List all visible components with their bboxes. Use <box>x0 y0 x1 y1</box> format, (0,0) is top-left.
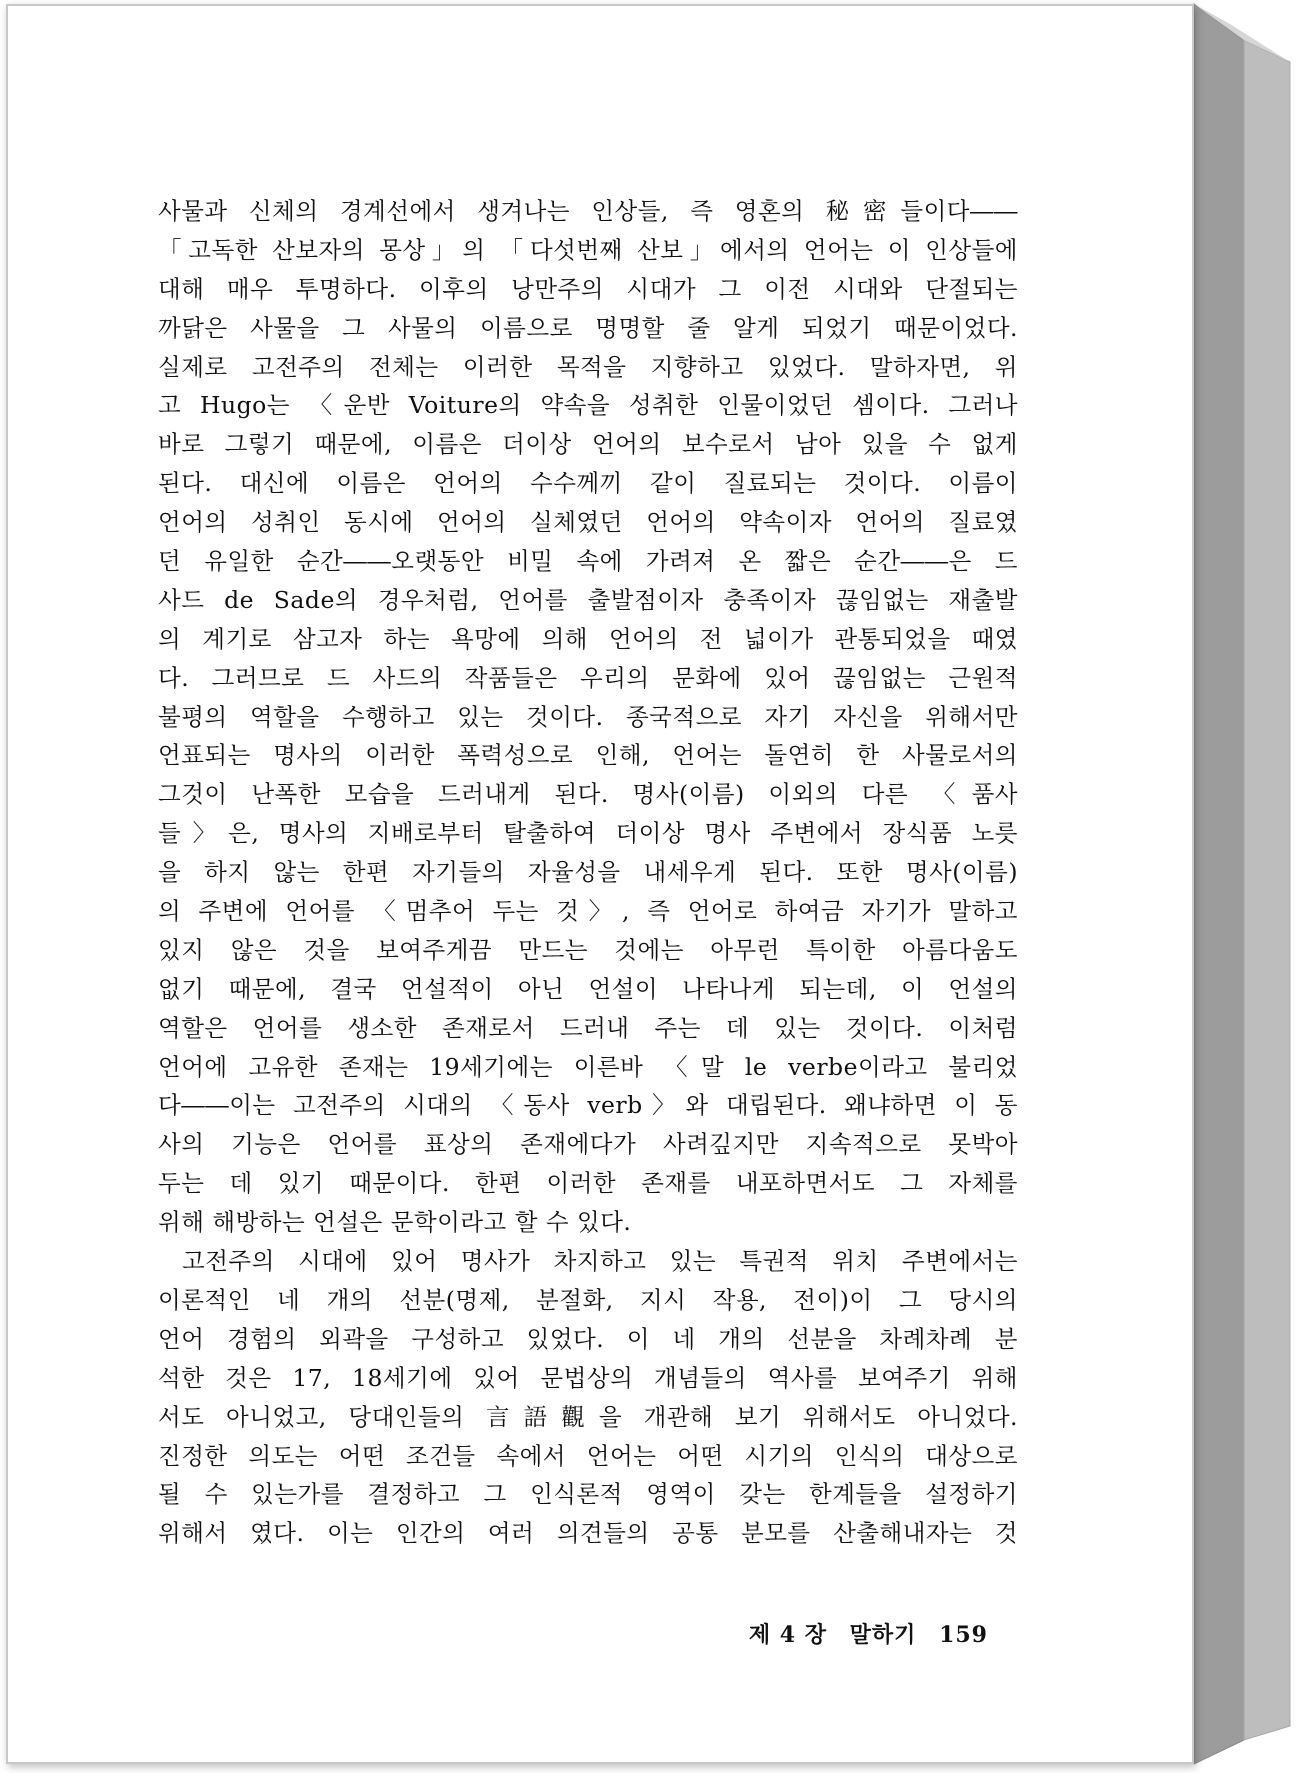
text-line: 던 유일한 순간――오랫동안 비밀 속에 가려져 온 짧은 순간――은 드 <box>158 547 1018 576</box>
text-line: 역할은 언어를 생소한 존재로서 드러내 주는 데 있는 것이다. 이처럼 <box>158 1013 1018 1042</box>
text-line: 진정한 의도는 어떤 조건들 속에서 언어는 어떤 시기의 인식의 대상으로 <box>158 1441 1018 1470</box>
text-line: 대해 매우 투명하다. 이후의 낭만주의 시대가 그 이전 시대와 단절되는 <box>158 274 1018 303</box>
text-line: 위해 해방하는 언설은 문학이라고 할 수 있다. <box>158 1208 632 1237</box>
text-line: 있지 않은 것을 보여주게끔 만드는 것에는 아무런 특이한 아름다움도 <box>158 935 1018 964</box>
text-line: 까닭은 사물을 그 사물의 이름으로 명명할 줄 알게 되었기 때문이었다. <box>158 313 1018 342</box>
text-line: 사의 기능은 언어를 표상의 존재에다가 사려깊지만 지속적으로 못박아 <box>158 1130 1018 1159</box>
text-line: 언어의 성취인 동시에 언어의 실체였던 언어의 약속이자 언어의 질료였 <box>158 508 1018 537</box>
page-footer <box>668 1618 988 1649</box>
footer-chapter: 제 4 장 <box>748 1622 827 1648</box>
text-line: 그것이 난폭한 모습을 드러내게 된다. 명사(이름) 이외의 다른 〈품사 <box>158 780 1018 809</box>
text-line: 을 하지 않는 한편 자기들의 자율성을 내세우게 된다. 또한 명사(이름) <box>158 858 1018 887</box>
text-line: 사물과 신체의 경계선에서 생겨나는 인상들, 즉 영혼의 秘密들이다―― <box>158 197 1018 225</box>
text-line: 의 계기로 삼고자 하는 욕망에 의해 언어의 전 넓이가 관통되었을 때였 <box>158 624 1018 653</box>
text-line: 다. 그러므로 드 사드의 작품들은 우리의 문화에 있어 끊임없는 근원적 <box>158 663 1018 692</box>
text-line: 의 주변에 언어를 〈멈추어 두는 것〉, 즉 언어로 하여금 자기가 말하고 <box>158 897 1018 926</box>
page-number: 159 <box>939 1622 988 1648</box>
text-line: 바로 그렇기 때문에, 이름은 더이상 언어의 보수로서 남아 있을 수 없게 <box>158 430 1018 459</box>
paragraph <box>158 1242 1018 1553</box>
body-text <box>158 192 1018 1553</box>
paragraph <box>158 192 1018 1242</box>
text-line: 사드 de Sade의 경우처럼, 언어를 출발점이자 충족이자 끊임없는 재출발 <box>158 585 1018 614</box>
text-line: 다――이는 고전주의 시대의 〈동사 verb〉와 대립된다. 왜냐하면 이 동 <box>158 1091 1018 1120</box>
footer-title: 말하기 <box>849 1622 917 1648</box>
text-line: 실제로 고전주의 전체는 이러한 목적을 지향하고 있었다. 말하자면, 위 <box>158 352 1018 381</box>
text-line: 두는 데 있기 때문이다. 한편 이러한 존재를 내포하면서도 그 자체를 <box>158 1169 1018 1198</box>
text-line: 고전주의 시대에 있어 명사가 차지하고 있는 특권적 위치 주변에서는 <box>182 1247 1018 1276</box>
text-line: 될 수 있는가를 결정하고 그 인식론적 영역이 갖는 한계들을 설정하기 <box>158 1480 1018 1509</box>
text-line: 언어 경험의 외곽을 구성하고 있었다. 이 네 개의 선분을 차례차례 분 <box>158 1324 1018 1353</box>
text-line: 이론적인 네 개의 선분(명제, 분절화, 지시 작용, 전이)이 그 당시의 <box>158 1285 1018 1314</box>
text-line: 「고독한 산보자의 몽상」의 「다섯번째 산보」에서의 언어는 이 인상들에 <box>158 235 1018 264</box>
text-line: 언표되는 명사의 이러한 폭력성으로 인해, 언어는 돌연히 한 사물로서의 <box>158 741 1018 770</box>
text-line: 서도 아니었고, 당대인들의 言語觀을 개관해 보기 위해서도 아니었다. <box>158 1402 1018 1431</box>
text-line: 고 Hugo는 〈운반 Voiture의 약속을 성취한 인물이었던 셈이다. 그러나 <box>158 391 1018 420</box>
text-line: 위해서 였다. 이는 인간의 여러 의견들의 공통 분모를 산출해내자는 것 <box>158 1519 1018 1548</box>
text-line: 된다. 대신에 이름은 언어의 수수께끼 같이 질료되는 것이다. 이름이 <box>158 469 1018 498</box>
book-page <box>6 4 1194 1764</box>
text-line: 언어에 고유한 존재는 19세기에는 이른바 〈말 le verbe이라고 불리었 <box>158 1052 1018 1081</box>
text-line: 들〉은, 명사의 지배로부터 탈출하여 더이상 명사 주변에서 장식품 노릇 <box>158 819 1018 848</box>
text-line: 석한 것은 17, 18세기에 있어 문법상의 개념들의 역사를 보여주기 위해 <box>158 1363 1018 1392</box>
text-line: 불평의 역할을 수행하고 있는 것이다. 종국적으로 자기 자신을 위해서만 <box>158 702 1018 731</box>
text-line: 없기 때문에, 결국 언설적이 아닌 언설이 나타나게 되는데, 이 언설의 <box>158 974 1018 1003</box>
